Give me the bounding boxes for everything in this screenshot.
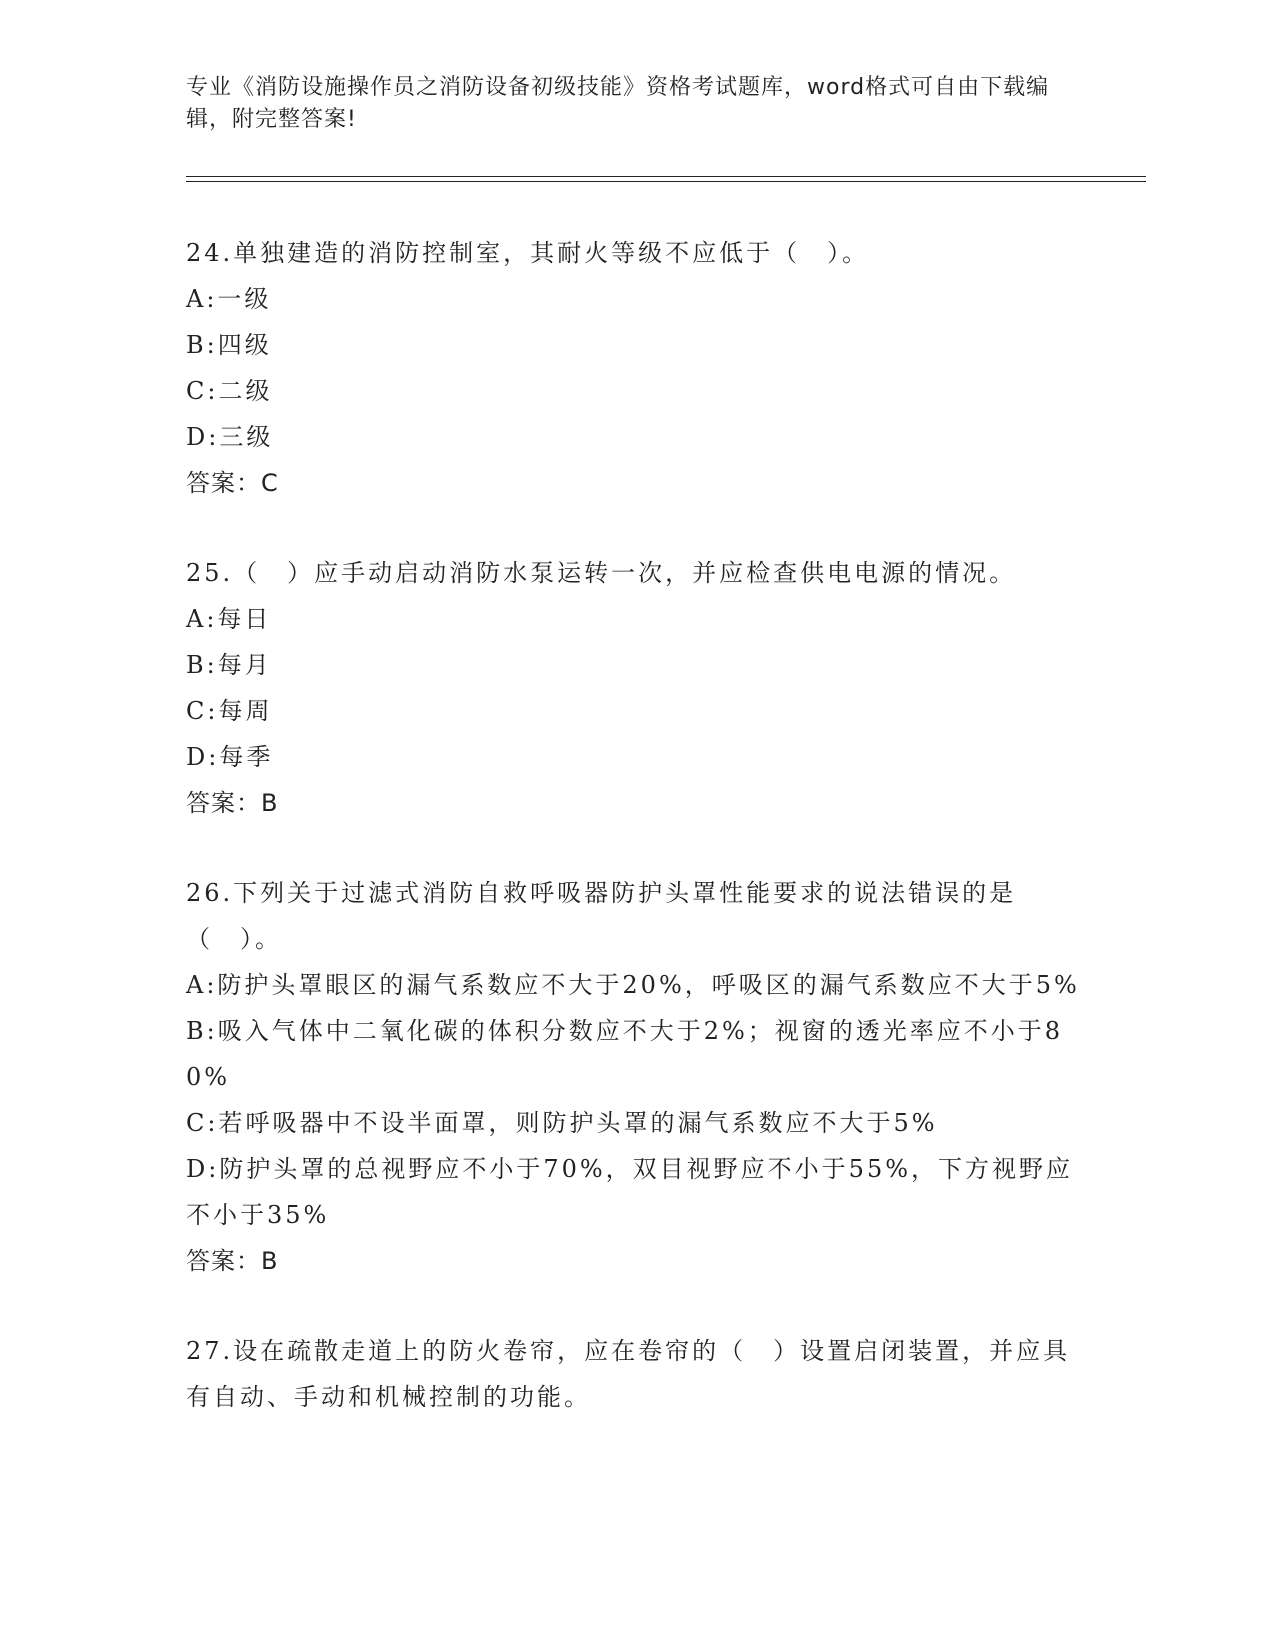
option-d: D:防护头罩的总视野应不小于70%，双目视野应不小于55%，下方视野应不小于35% <box>186 1155 1074 1229</box>
option-d: D:三级 <box>186 423 274 451</box>
question-text: 27.设在疏散走道上的防火卷帘，应在卷帘的（ ）设置启闭装置，并应具有自动、手动和机械控制的功能。 <box>186 1337 1071 1411</box>
option-c: C:二级 <box>186 377 273 405</box>
question-25 <box>186 550 1086 826</box>
option-c: C:每周 <box>186 697 273 725</box>
option-b: B:吸入气体中二氧化碳的体积分数应不大于2%；视窗的透光率应不小于80% <box>186 1017 1064 1091</box>
question-text: 25.（ ）应手动启动消防水泵运转一次，并应检查供电电源的情况。 <box>186 559 1017 587</box>
option-a: A:防护头罩眼区的漏气系数应不大于20%，呼吸区的漏气系数应不大于5% <box>186 971 1080 999</box>
option-a: A:每日 <box>186 605 272 633</box>
option-b: B:四级 <box>186 331 272 359</box>
option-b: B:每月 <box>186 651 272 679</box>
question-26 <box>186 870 1086 1284</box>
option-a: A:一级 <box>186 285 272 313</box>
answer-text: 答案：B <box>186 789 279 817</box>
question-27 <box>186 1328 1086 1420</box>
option-c: C:若呼吸器中不设半面罩，则防护头罩的漏气系数应不大于5% <box>186 1109 938 1137</box>
question-24 <box>186 230 1086 506</box>
question-list <box>186 230 1086 1464</box>
document-header: 专业《消防设施操作员之消防设备初级技能》资格考试题库，word格式可自由下载编辑，附完整答案! <box>186 75 1050 132</box>
option-d: D:每季 <box>186 743 274 771</box>
answer-text: 答案：B <box>186 1247 279 1275</box>
question-text: 24.单独建造的消防控制室，其耐火等级不应低于（ ）。 <box>186 239 870 267</box>
header-divider-bottom <box>186 181 1146 182</box>
header-divider-top <box>186 176 1146 177</box>
question-text: 26.下列关于过滤式消防自救呼吸器防护头罩性能要求的说法错误的是（ ）。 <box>186 879 1017 953</box>
answer-text: 答案：C <box>186 469 279 497</box>
